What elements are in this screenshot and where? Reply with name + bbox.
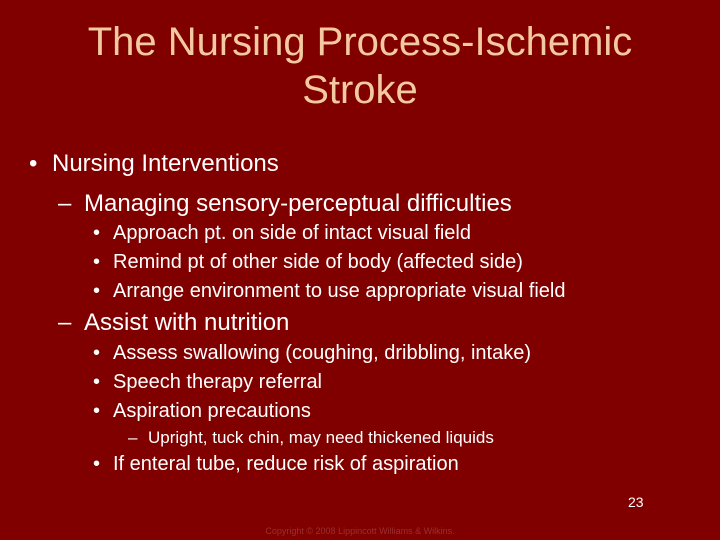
- copyright-notice: Copyright © 2008 Lippincott Williams & Wilkins.: [265, 526, 455, 536]
- slide-title-line-1: The Nursing Process-Ischemic: [87, 20, 633, 64]
- bullet-remind: Remind pt of other side of body (affected side): [113, 251, 523, 273]
- bullet-managing-sensory: Managing sensory-perceptual difficulties: [84, 190, 512, 217]
- bullet-marker: •: [93, 280, 101, 302]
- bullet-marker: •: [93, 400, 101, 422]
- page-number: 23: [628, 494, 644, 510]
- bullet-marker: •: [93, 222, 101, 244]
- bullet-marker: •: [29, 150, 38, 177]
- bullet-marker: •: [93, 371, 101, 393]
- bullet-arrange: Arrange environment to use appropriate visual field: [113, 280, 566, 302]
- slide-title-line-2: Stroke: [302, 68, 418, 112]
- bullet-assess-swallowing: Assess swallowing (coughing, dribbling, intake): [113, 342, 531, 364]
- bullet-approach: Approach pt. on side of intact visual field: [113, 222, 471, 244]
- dash-marker: –: [58, 309, 72, 336]
- bullet-nursing-interventions: Nursing Interventions: [52, 150, 279, 177]
- bullet-enteral-tube: If enteral tube, reduce risk of aspiration: [113, 453, 459, 475]
- bullet-aspiration-precautions: Aspiration precautions: [113, 400, 311, 422]
- bullet-assist-nutrition: Assist with nutrition: [84, 309, 290, 336]
- bullet-speech-therapy: Speech therapy referral: [113, 371, 323, 393]
- bullet-marker: •: [93, 251, 101, 273]
- bullet-marker: •: [93, 453, 101, 475]
- bullet-marker: •: [93, 342, 101, 364]
- dash-marker: –: [58, 190, 72, 217]
- bullet-upright-tuck-chin: Upright, tuck chin, may need thickened liquids: [148, 428, 494, 447]
- dash-marker: –: [128, 428, 138, 447]
